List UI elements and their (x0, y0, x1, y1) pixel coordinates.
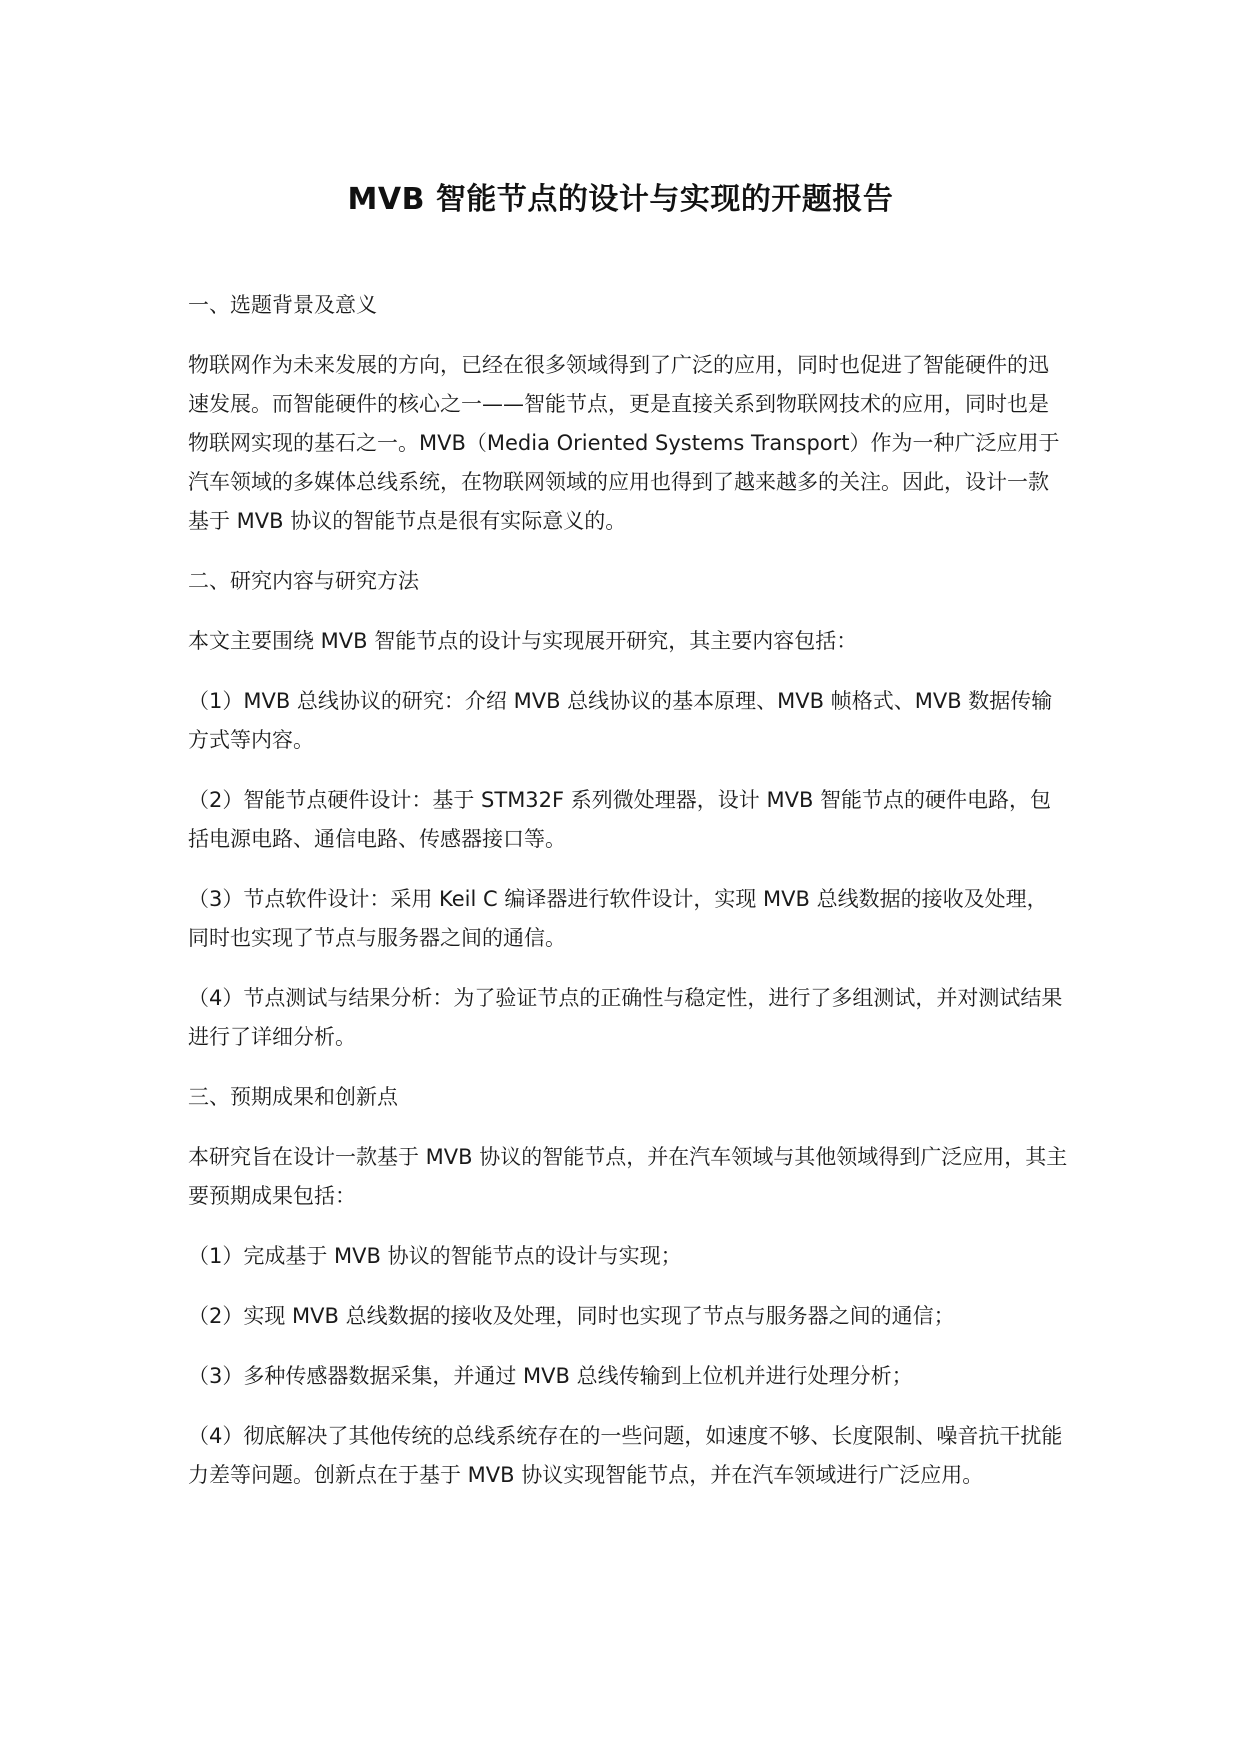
list-item: （1）MVB 总线协议的研究：介绍 MVB 总线协议的基本原理、MVB 帧格式、MVB 数据传输方式等内容。 (188, 689, 1053, 752)
section-expected-results (188, 1078, 1068, 1495)
list-item: （1）完成基于 MVB 协议的智能节点的设计与实现； (188, 1244, 682, 1268)
list-item: （3）多种传感器数据采集，并通过 MVB 总线传输到上位机并进行处理分析； (188, 1364, 913, 1388)
section-heading: 二、研究内容与研究方法 (188, 569, 419, 593)
section-heading: 三、预期成果和创新点 (188, 1085, 398, 1109)
section-research-content (188, 562, 1068, 1057)
paragraph: 物联网作为未来发展的方向，已经在很多领域得到了广泛的应用，同时也促进了智能硬件的迅速发展。而智能硬件的核心之一——智能节点，更是直接关系到物联网技术的应用，同时也是物联网实现的基石之一。MVB（Media Oriented Systems Transport）作为一种广泛应用于汽车领域的多媒体总线系统，在物联网领域的应用也得到了越来越多的关注。因此，设计一款基于 MVB 协议的智能节点是很有实际意义的。 (188, 353, 1060, 533)
list-item: （3）节点软件设计：采用 Keil C 编译器进行软件设计，实现 MVB 总线数据的接收及处理，同时也实现了节点与服务器之间的通信。 (188, 887, 1048, 950)
paragraph: 本文主要围绕 MVB 智能节点的设计与实现展开研究，其主要内容包括： (188, 629, 858, 653)
paragraph: 本研究旨在设计一款基于 MVB 协议的智能节点，并在汽车领域与其他领域得到广泛应用，其主要预期成果包括： (188, 1145, 1068, 1208)
document-title: MVB 智能节点的设计与实现的开题报告 (347, 182, 894, 217)
list-item: （4）节点测试与结果分析：为了验证节点的正确性与稳定性，进行了多组测试，并对测试结果进行了详细分析。 (188, 986, 1063, 1049)
section-heading: 一、选题背景及意义 (188, 293, 377, 317)
list-item: （2）智能节点硬件设计：基于 STM32F 系列微处理器，设计 MVB 智能节点的硬件电路，包括电源电路、通信电路、传感器接口等。 (188, 788, 1052, 851)
section-background (188, 286, 1068, 541)
document-body (188, 286, 1068, 1516)
list-item: （2）实现 MVB 总线数据的接收及处理，同时也实现了节点与服务器之间的通信； (188, 1304, 955, 1328)
list-item: （4）彻底解决了其他传统的总线系统存在的一些问题，如速度不够、长度限制、噪音抗干扰能力差等问题。创新点在于基于 MVB 协议实现智能节点，并在汽车领域进行广泛应用。 (188, 1424, 1063, 1487)
